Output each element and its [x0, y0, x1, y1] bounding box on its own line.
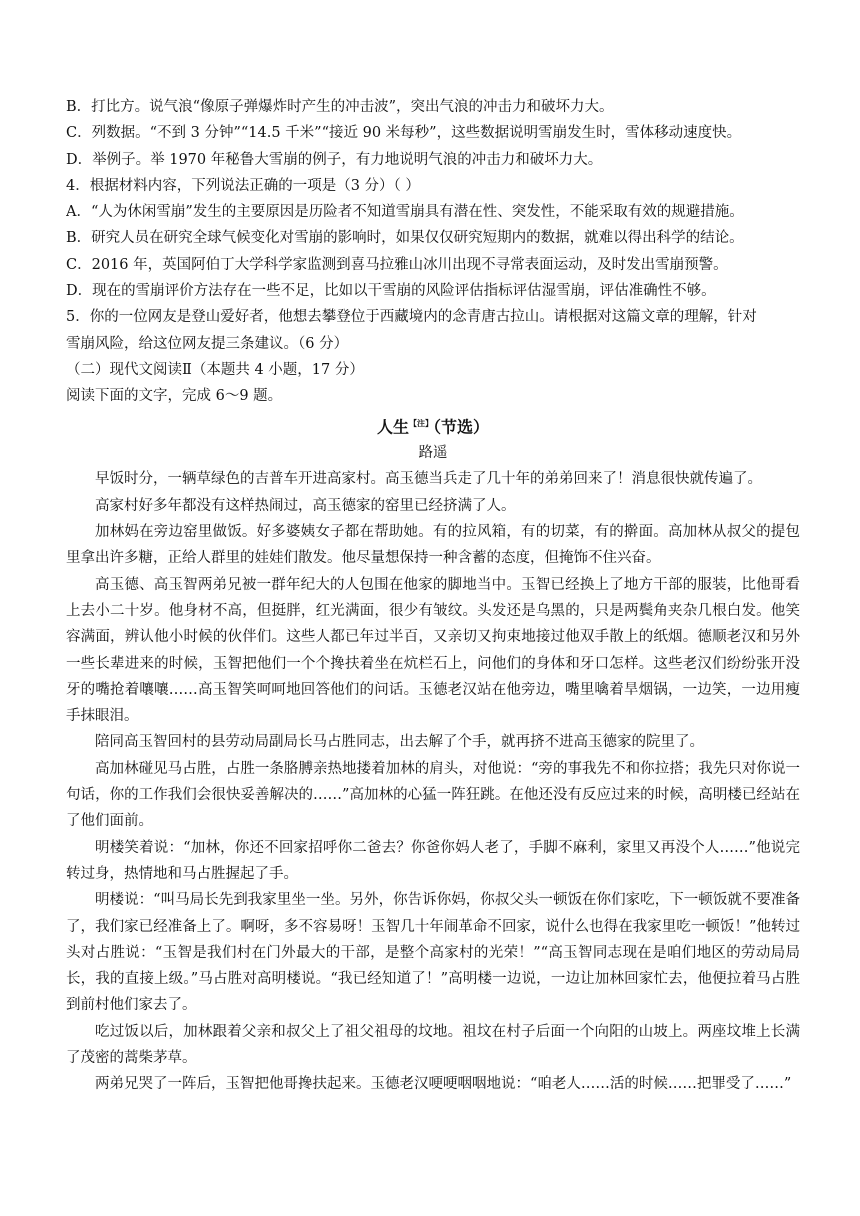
passage-title: [66, 410, 800, 441]
q4-option-c: C．2016 年，英国阿伯丁大学科学家监测到喜马拉雅山冰川出现不寻常表面运动，及时发出雪崩预警。: [66, 256, 728, 273]
passage-paragraph: 吃过饭以后，加林跟着父亲和叔父上了祖父祖母的坟地。祖坟在村子后面一个向阳的山坡上。两座坟堆上长满了茂密的蒿柴茅草。: [66, 1023, 800, 1067]
passage-paragraph: 加林妈在旁边窑里做饭。好多婆姨女子都在帮助她。有的拉风箱，有的切菜，有的擀面。高加林从叔父的提包里拿出许多糖，正给人群里的娃娃们散发。他尽量想保持一种含蓄的态度，但掩饰不住兴奋。: [66, 524, 800, 567]
passage-paragraph: 两弟兄哭了一阵后，玉智把他哥搀扶起来。玉德老汉哽哽咽咽地说：“咱老人……活的时候……把罪受了……”: [95, 1076, 792, 1093]
q4-stem: 4．根据材料内容，下列说法正确的一项是（3 分）（ ）: [66, 177, 420, 194]
q4-option-d: D．现在的雪崩评价方法存在一些不足，比如以干雪崩的风险评估指标评估湿雪崩，评估准确性不够。: [66, 283, 716, 300]
passage-paragraph: 高玉德、高玉智两弟兄被一群年纪大的人包围在他家的脚地当中。玉智已经换上了地方干部的服装，比他哥看上去小二十岁。他身材不高，但挺胖，红光满面，很少有皱纹。头发还是乌黑的，只是两鬓角夹杂几根白发。他笑容满面，辨认他小时候的伙伴们。这些人都已年过半百，又亲切又拘束地接过他双手散上的纸烟。德顺老汉和另外一些长辈进来的时候，玉智把他们一个个搀扶着坐在炕栏石上，问他们的身体和牙口怎样。这些老汉们纷纷张开没牙的嘴抢着嚷嚷……高玉智笑呵呵地回答他们的问话。玉德老汉站在他旁边，嘴里噙着旱烟锅，一边笑，一边用瘦手抹眼泪。: [66, 576, 800, 725]
q4-option-b: B．研究人员在研究全球气候变化对雪崩的影响时，如果仅仅研究短期内的数据，就难以得出科学的结论。: [66, 230, 744, 247]
passage-title-main: 人生: [376, 416, 409, 436]
q3-option-b: B．打比方。说气浪“像原子弹爆炸时产生的冲击波”，突出气浪的冲击力和破坏力大。: [66, 99, 614, 115]
passage-paragraph: 明楼说：“叫马局长先到我家里坐一坐。另外，你告诉你妈，你叔父头一顿饭在你们家吃，下一顿饭就不要准备了，我们家已经准备上了。啊呀，多不容易呀！玉智几十年闹革命不回家，说什么也得在我家里吃一顿饭！”他转过头对占胜说：“玉智是我们村在门外最大的干部，是整个高家村的光荣！”“高玉智同志现在是咱们地区的劳动局局长，我的直接上级。”马占胜对高明楼说。“我已经知道了！”高明楼一边说，一边让加林回家忙去，他便拉着马占胜到前村他们家去了。: [66, 892, 800, 1014]
passage-title-note: 【注】: [409, 417, 433, 428]
section-instruction: 阅读下面的文字，完成 6～9 题。: [66, 388, 283, 405]
q5-line-1: 5．你的一位网友是登山爱好者，他想去攀登位于西藏境内的念青唐古拉山。请根据对这篇文章的理解，针对: [66, 309, 757, 326]
passage-paragraph: 陪同高玉智回村的县劳动局副局长马占胜同志，出去解了个手，就再挤不进高玉德家的院里了。: [95, 734, 704, 751]
section-heading: （二）现代文阅读Ⅱ（本题共 4 小题，17 分）: [66, 361, 364, 378]
exam-page: [66, 94, 800, 1098]
passage-paragraph: 明楼笑着说：“加林，你还不回家招呼你二爸去？你爸你妈人老了，手脚不麻利，家里又再没个人……”他说完转过身，热情地和马占胜握起了手。: [66, 839, 800, 882]
passage-author: 路遥: [418, 445, 448, 462]
passage-paragraph: 高家村好多年都没有这样热闹过，高玉德家的窑里已经挤满了人。: [95, 497, 516, 514]
passage-title-suffix: （节选）: [433, 416, 490, 436]
passage-paragraph: 高加林碰见马占胜，占胜一条胳膊亲热地搂着加林的肩头，对他说：“旁的事我先不和你拉搭；我先只对你说一句话，你的工作我们会很快妥善解决的……”高加林的心猛一阵狂跳。在他还没有反应过来的时候，高明楼已经站在了他们面前。: [66, 760, 800, 830]
q5-line-2: 雪崩风险，给这位网友提三条建议。（6 分）: [66, 335, 349, 352]
q4-option-a: A．“人为休闲雪崩”发生的主要原因是历险者不知道雪崩具有潜在性、突发性，不能采取有效的规避措施。: [66, 204, 744, 221]
q3-option-c: C．列数据。“不到 3 分钟”“14.5 千米”“接近 90 米每秒”，这些数据说明雪崩发生时，雪体移动速度快。: [66, 125, 742, 142]
passage-paragraph: 早饭时分，一辆草绿色的吉普车开进高家村。高玉德当兵走了几十年的弟弟回来了！消息很快就传遍了。: [95, 471, 762, 488]
q3-option-d: D．举例子。举 1970 年秘鲁大雪崩的例子，有力地说明气浪的冲击力和破坏力大。: [66, 151, 603, 168]
